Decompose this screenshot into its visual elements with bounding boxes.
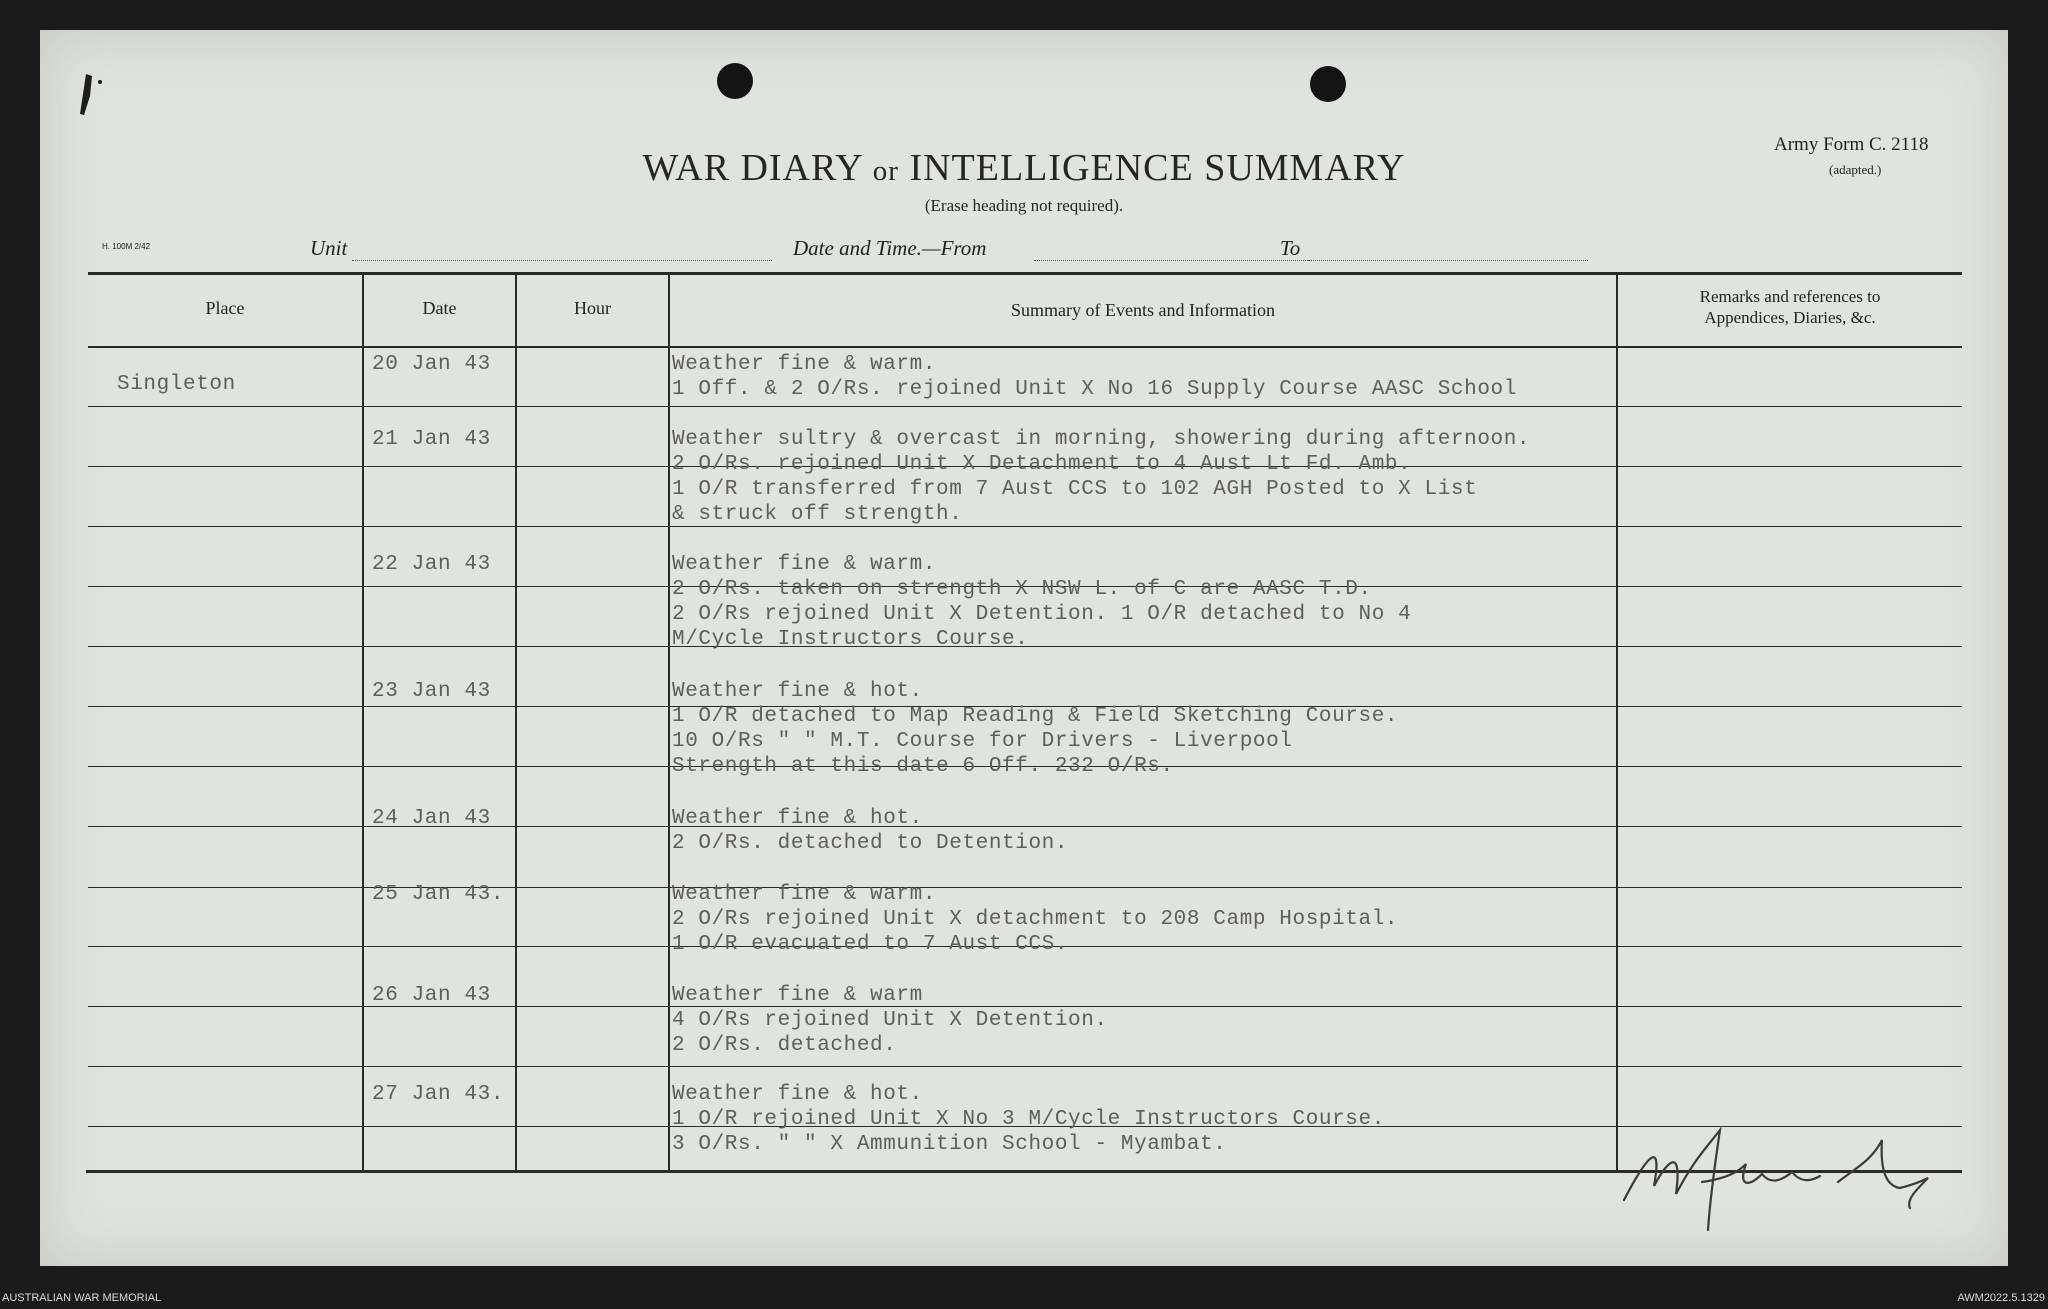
row-rule [88, 887, 1962, 888]
column-header-hour: Hour [574, 298, 611, 318]
column-divider [515, 274, 517, 1170]
date-entry: 22 Jan 43 [372, 553, 491, 576]
row-rule [88, 1066, 1962, 1067]
summary-line: Weather fine & warm [672, 984, 923, 1007]
header-bottom-rule [88, 346, 1962, 348]
date-entry: 24 Jan 43 [372, 807, 491, 830]
summary-line: Weather fine & hot. [672, 680, 923, 703]
form-subtitle: (Erase heading not required). [924, 196, 1124, 215]
archive-caption-right: AWM2022.5.1329 [1957, 1292, 2045, 1304]
date-from-field [1034, 260, 1318, 261]
date-entry: 21 Jan 43 [372, 428, 491, 451]
print-code: H. 100M 2/42 [102, 242, 151, 251]
summary-line: Weather fine & warm. [672, 553, 937, 576]
date-entry: 23 Jan 43 [372, 680, 491, 703]
unit-field [352, 260, 772, 261]
unit-label: Unit [310, 236, 348, 260]
place-entry: Singleton [117, 373, 236, 396]
ink-blot [74, 70, 114, 120]
summary-line: Weather fine & warm. [672, 883, 937, 906]
summary-line: & struck off strength. [672, 503, 963, 526]
summary-line: 1 O/R detached to Map Reading & Field Sketching Course. [672, 705, 1399, 728]
date-entry: 25 Jan 43. [372, 883, 505, 906]
date-entry: 20 Jan 43 [372, 353, 491, 376]
summary-line: 3 O/Rs. " " X Ammunition School - Myambat. [672, 1133, 1227, 1156]
column-divider [1616, 274, 1618, 1170]
row-rule [88, 826, 1962, 827]
column-header-remarks: Remarks and references to Appendices, Diaries, &c. [1699, 287, 1881, 327]
summary-line: 2 O/Rs. taken on strength X NSW L. of C are AASC T.D. [672, 578, 1372, 601]
summary-line: 2 O/Rs rejoined Unit X detachment to 208 Camp Hospital. [672, 908, 1399, 931]
column-header-date: Date [422, 298, 457, 318]
officer-signature [1610, 1090, 1950, 1240]
summary-line: 2 O/Rs. detached to Detention. [672, 832, 1069, 855]
date-time-label: Date and Time.—From [793, 236, 987, 260]
to-label: To [1280, 236, 1301, 260]
summary-line: 2 O/Rs rejoined Unit X Detention. 1 O/R detached to No 4 [672, 603, 1412, 626]
summary-line: Weather fine & warm. [672, 353, 937, 376]
row-rule [88, 406, 1962, 407]
punch-hole-right [1310, 66, 1346, 102]
summary-line: 10 O/Rs " " M.T. Course for Drivers - Liverpool [672, 730, 1293, 753]
table-top-rule [88, 272, 1962, 275]
summary-line: 1 O/R transferred from 7 Aust CCS to 102 AGH Posted to X List [672, 478, 1478, 501]
army-form-number: Army Form C. 2118 [1774, 134, 1929, 155]
document-sheet [40, 30, 2008, 1266]
row-rule [88, 526, 1962, 527]
summary-line: 4 O/Rs rejoined Unit X Detention. [672, 1009, 1108, 1032]
summary-line: Weather fine & hot. [672, 807, 923, 830]
form-title: WAR DIARY or INTELLIGENCE SUMMARY [642, 147, 1406, 189]
date-entry: 26 Jan 43 [372, 984, 491, 1007]
summary-line: 2 O/Rs. rejoined Unit X Detachment to 4 Aust Lt Fd. Amb. [672, 453, 1412, 476]
column-header-summary: Summary of Events and Information [1011, 300, 1275, 320]
summary-line: M/Cycle Instructors Course. [672, 628, 1029, 651]
summary-line: Strength at this date 6 Off. 232 O/Rs. [672, 755, 1174, 778]
summary-line: Weather sultry & overcast in morning, showering during afternoon. [672, 428, 1531, 451]
summary-line: 1 O/R rejoined Unit X No 3 M/Cycle Instructors Course. [672, 1108, 1385, 1131]
archive-caption-left: AUSTRALIAN WAR MEMORIAL [2, 1292, 162, 1304]
summary-line: Weather fine & hot. [672, 1083, 923, 1106]
column-header-place: Place [205, 298, 245, 318]
summary-line: 2 O/Rs. detached. [672, 1034, 897, 1057]
row-rule [88, 1006, 1962, 1007]
summary-line: 1 Off. & 2 O/Rs. rejoined Unit X No 16 Supply Course AASC School [672, 378, 1517, 401]
date-entry: 27 Jan 43. [372, 1083, 505, 1106]
punch-hole-left [717, 63, 753, 99]
date-to-field [1308, 260, 1588, 261]
column-divider [668, 274, 670, 1170]
army-form-adapted: (adapted.) [1829, 162, 1882, 177]
column-divider [362, 274, 364, 1170]
summary-line: 1 O/R evacuated to 7 Aust CCS. [672, 933, 1069, 956]
